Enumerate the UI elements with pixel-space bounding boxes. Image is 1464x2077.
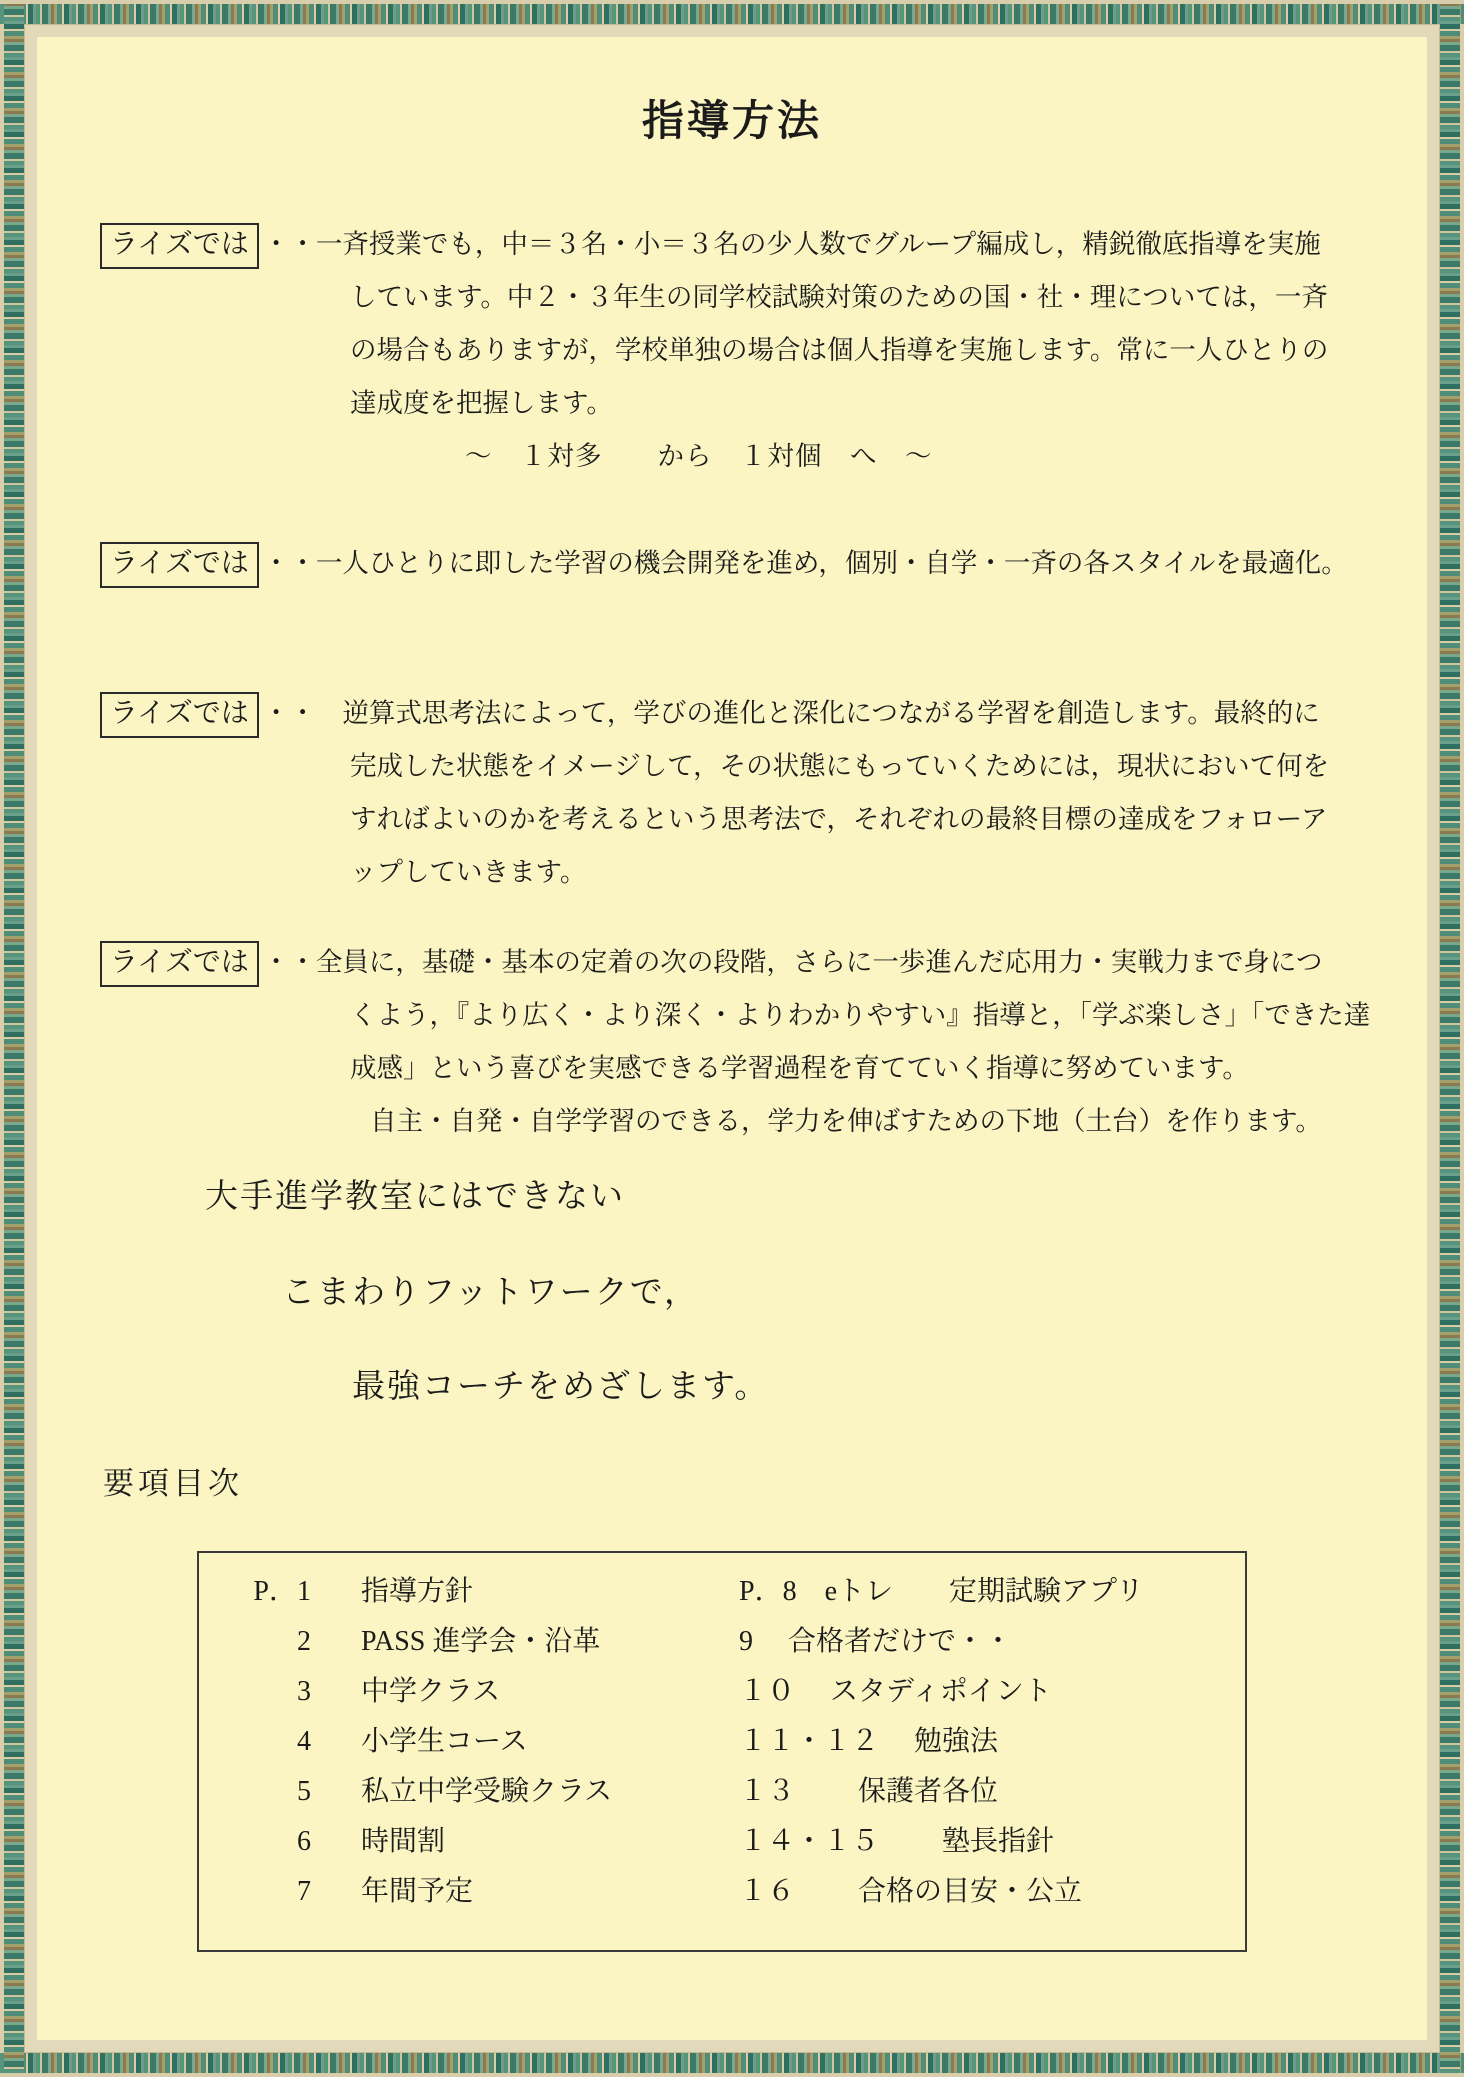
toc-row	[219, 1667, 612, 1717]
paragraph-line	[100, 687, 1410, 740]
paragraph-text: 成感」という喜びを実感できる学習過程を育てていく指導に努めています。	[350, 1053, 1249, 1083]
toc-page-number: 6	[297, 1826, 311, 1857]
toc-row	[219, 1717, 612, 1767]
slogan-line-2: こまわりフットワークで，	[282, 1275, 700, 1311]
method-paragraph-2	[100, 537, 1410, 590]
toc-row	[219, 1567, 612, 1617]
paragraph-text: 完成した状態をイメージして，その状態にもっていくためには，現状において何を	[350, 751, 1330, 781]
paragraph-text: ・・全員に，基礎・基本の定着の次の段階，さらに一歩進んだ応用力・実戦力まで身につ	[262, 947, 1323, 977]
frame-left-border	[4, 4, 24, 2073]
toc-left-column	[219, 1567, 612, 1917]
paragraph-text: の場合もありますが，学校単独の場合は個人指導を実施します。常に一人ひとりの	[350, 335, 1329, 365]
toc-page-number: 3	[297, 1676, 311, 1707]
toc-entry-label: 時間割	[361, 1826, 446, 1857]
toc-row: １６ 合格の目安・公立	[739, 1876, 1083, 1907]
toc-page-number: P．1	[253, 1576, 311, 1607]
method-paragraph-1	[100, 218, 1410, 483]
toc-entry-label: 年間予定	[361, 1876, 474, 1907]
toc-page-number: 2	[297, 1626, 311, 1657]
rise-label-box: ライズでは	[100, 941, 259, 987]
paragraph-text: くよう，『より広く・より深く・よりわかりやすい』指導と，「学ぶ楽しさ」「できた達	[350, 1000, 1371, 1030]
paragraph-text: しています。中２・３年生の同学校試験対策のための国・社・理については，一斉	[350, 282, 1328, 312]
toc-entry-label: 中学クラス	[361, 1676, 501, 1707]
toc-row	[219, 1817, 612, 1867]
frame-right-border	[1440, 4, 1460, 2073]
toc-row: １１・１２ 勉強法	[739, 1726, 999, 1757]
paragraph-text: すればよいのかを考えるという思考法で，それぞれの最終目標の達成をフォローア	[350, 804, 1328, 834]
method-paragraph-3	[100, 687, 1410, 899]
frame-bottom-border	[0, 2053, 1464, 2073]
toc-row: １０ スタディポイント	[739, 1676, 1052, 1707]
toc-entry-label: 私立中学受験クラス	[361, 1776, 613, 1807]
paragraph-text: 自主・自発・自学学習のできる，学力を伸ばすための下地（土台）を作ります。	[370, 1106, 1322, 1136]
rise-label-box: ライズでは	[100, 692, 259, 738]
toc-row	[219, 1617, 612, 1667]
toc-row: 9 合格者だけで・・	[739, 1626, 1013, 1657]
toc-row: P．8 eトレ 定期試験アプリ	[739, 1576, 1144, 1607]
slogan-line-3: 最強コーチをめざします。	[352, 1369, 770, 1405]
toc-row	[219, 1767, 612, 1817]
rise-label-box: ライズでは	[100, 223, 259, 269]
paragraph-line	[100, 936, 1410, 989]
paragraph-text: ・・一人ひとりに即した学習の機会開発を進め，個別・自学・一斉の各スタイルを最適化。	[262, 548, 1348, 578]
rise-label-box: ライズでは	[100, 542, 259, 588]
toc-row: １４・１５ 塾長指針	[739, 1826, 1055, 1857]
toc-box	[197, 1551, 1247, 1952]
toc-heading: 要項目次	[103, 1466, 243, 1501]
paragraph-line	[100, 218, 1410, 271]
toc-entry-label: 指導方針	[361, 1576, 474, 1607]
toc-row: １３ 保護者各位	[739, 1776, 999, 1807]
paragraph-text: ・・一斉授業でも，中＝３名・小＝３名の少人数でグループ編成し，精鋭徹底指導を実施	[262, 229, 1321, 259]
paragraph-line	[100, 537, 1410, 590]
paragraph-text: ・・ 逆算式思考法によって，学びの進化と深化につながる学習を創造します。最終的に	[262, 698, 1320, 728]
method-paragraph-4	[100, 936, 1410, 1148]
tagline-text: ～ １対多 から １対個 へ ～	[465, 441, 933, 471]
toc-entry-label: PASS 進学会・沿革	[361, 1626, 601, 1657]
toc-row	[219, 1867, 612, 1917]
toc-page-number: 7	[297, 1876, 311, 1907]
slogan-line-1: 大手進学教室にはできない	[205, 1179, 625, 1215]
toc-page-number: 4	[297, 1726, 311, 1757]
toc-entry-label: 小学生コース	[361, 1726, 528, 1757]
frame-top-border	[0, 4, 1464, 24]
toc-right-column	[739, 1567, 1144, 1917]
paragraph-text: ップしていきます。	[350, 857, 587, 887]
toc-page-number: 5	[297, 1776, 311, 1807]
paragraph-text: 達成度を把握します。	[350, 388, 613, 418]
page-title: 指導方法	[641, 97, 822, 144]
